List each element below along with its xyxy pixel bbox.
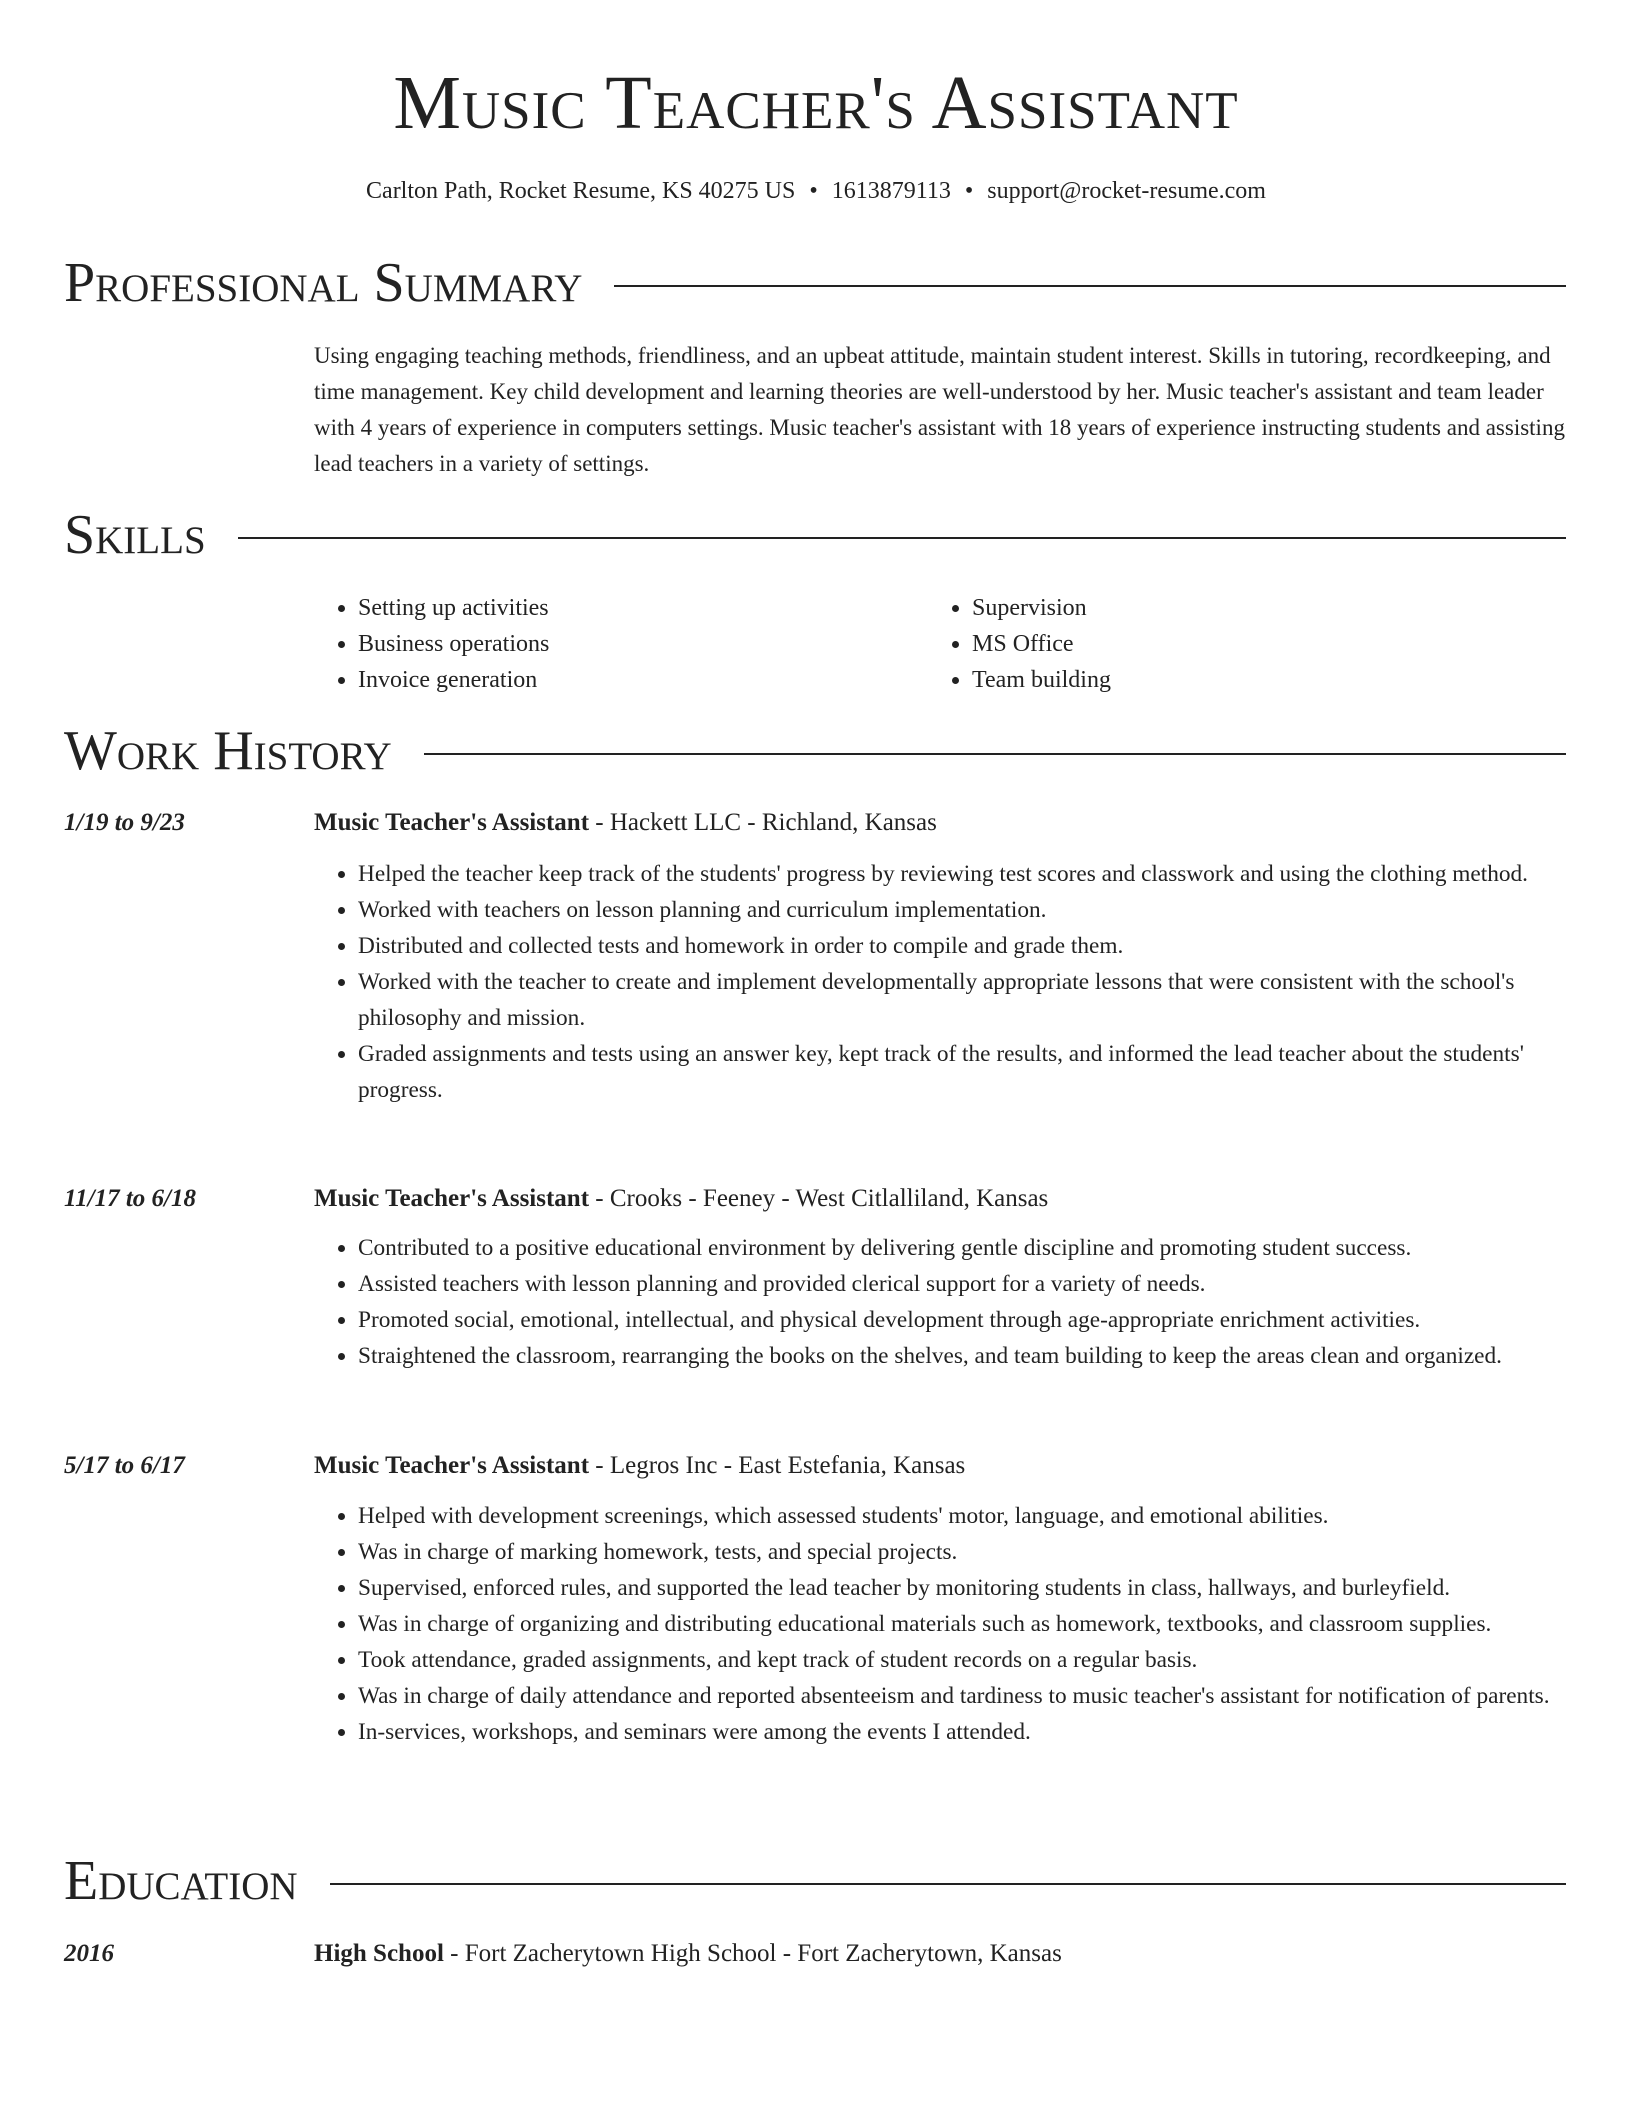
skills-column-left [314,590,928,698]
contact-line [0,175,1632,207]
job-bullet: • Was in charge of organizing and distributing educational materials such as homework, textbooks, and classroom supplies. [358,1606,1566,1642]
summary-text: Using engaging teaching methods, friendliness, and an upbeat attitude, maintain student interest. Skills in tutoring, recordkeeping, and time management. Key child development and learning theories are well-understood by her. Music teacher's assistant and team leader with 4 years of experience in computers settings. Music teacher's assistant with 18 years of experience instructing students and assisting lead teachers in a variety of settings. [314,343,1565,476]
education-heading [314,1937,1566,1971]
section-title: Professional Summary [64,252,583,314]
skill-item: • MS Office [972,626,1542,662]
job-bullet: • Helped with development screenings, which assessed students' motor, language, and emotional abilities. [358,1498,1566,1534]
section-title: Work History [64,720,392,782]
education-school: - Fort Zacherytown High School - Fort Zacherytown, Kansas [443,1940,1062,1967]
contact-separator: • [964,178,974,204]
job-bullet: • Distributed and collected tests and homework in order to compile and grade them. [358,928,1566,964]
job-title: Music Teacher's Assistant [314,809,590,836]
job-heading [314,1449,1566,1483]
job-heading [314,1182,1566,1216]
summary-section-heading [64,253,1566,313]
job-dates: 5/17 to 6/17 [64,1452,185,1479]
job-bullet: • Straightened the classroom, rearranging the books on the shelves, and team building to keep the areas clean and organized. [358,1338,1566,1374]
contact-phone: 1613879113 [831,178,951,204]
skill-item: • Invoice generation [358,662,928,698]
section-divider [614,285,1566,287]
contact-email: support@rocket-resume.com [987,178,1266,204]
job-dates: 11/17 to 6/18 [64,1185,196,1212]
job-heading [314,806,1566,840]
job-bullet: • Promoted social, emotional, intellectual, and physical development through age-appropriate enrichment activities. [358,1302,1566,1338]
skills-column-right [928,590,1542,698]
section-divider [330,1883,1566,1885]
skills-section-heading [64,505,1566,565]
skill-item: • Team building [972,662,1542,698]
job-bullet: • Worked with the teacher to create and implement developmentally appropriate lessons that were consistent with the school's philosophy and mission. [358,964,1566,1036]
job-employer: - Hackett LLC - Richland, Kansas [589,809,937,836]
job-bullet: • Supervised, enforced rules, and supported the lead teacher by monitoring students in class, hallways, and burleyfield. [358,1570,1566,1606]
job-title: Music Teacher's Assistant [314,1185,590,1212]
skill-item: • Setting up activities [358,590,928,626]
job-employer: - Crooks - Feeney - West Citlalliland, Kansas [589,1185,1049,1212]
contact-address: Carlton Path, Rocket Resume, KS 40275 US [366,178,796,204]
job-bullets [314,1498,1566,1750]
education-degree: High School [314,1940,444,1967]
job-title: Music Teacher's Assistant [314,1452,590,1479]
section-divider [238,537,1566,539]
job-bullets [314,1230,1566,1374]
section-divider [424,753,1566,755]
section-title: Education [64,1850,298,1912]
education-section-heading [64,1851,1566,1911]
work-section-heading [64,721,1566,781]
job-bullet: • Helped the teacher keep track of the students' progress by reviewing test scores and classwork and using the clothing method. [358,856,1566,892]
job-bullet: • Was in charge of marking homework, tests, and special projects. [358,1534,1566,1570]
skill-item: • Business operations [358,626,928,662]
job-bullet: • Graded assignments and tests using an answer key, kept track of the results, and informed the lead teacher about the students' progress. [358,1036,1566,1108]
job-bullet: • Assisted teachers with lesson planning and provided clerical support for a variety of needs. [358,1266,1566,1302]
section-title: Skills [64,504,206,566]
job-dates: 1/19 to 9/23 [64,809,185,836]
job-employer: - Legros Inc - East Estefania, Kansas [589,1452,966,1479]
contact-separator: • [809,178,818,204]
skills-list [314,590,1566,698]
candidate-name: Music Teacher's Assistant [393,61,1239,145]
education-year: 2016 [64,1940,114,1967]
job-bullet: • In-services, workshops, and seminars were among the events I attended. [358,1714,1566,1750]
job-bullet: • Took attendance, graded assignments, and kept track of student records on a regular basis. [358,1642,1566,1678]
job-bullet: • Contributed to a positive educational environment by delivering gentle discipline and promoting student success. [358,1230,1566,1266]
job-bullets [314,856,1566,1108]
job-bullet: • Worked with teachers on lesson planning and curriculum implementation. [358,892,1566,928]
skill-item: • Supervision [972,590,1542,626]
job-bullet: • Was in charge of daily attendance and reported absenteeism and tardiness to music teacher's assistant for notification of parents. [358,1678,1566,1714]
